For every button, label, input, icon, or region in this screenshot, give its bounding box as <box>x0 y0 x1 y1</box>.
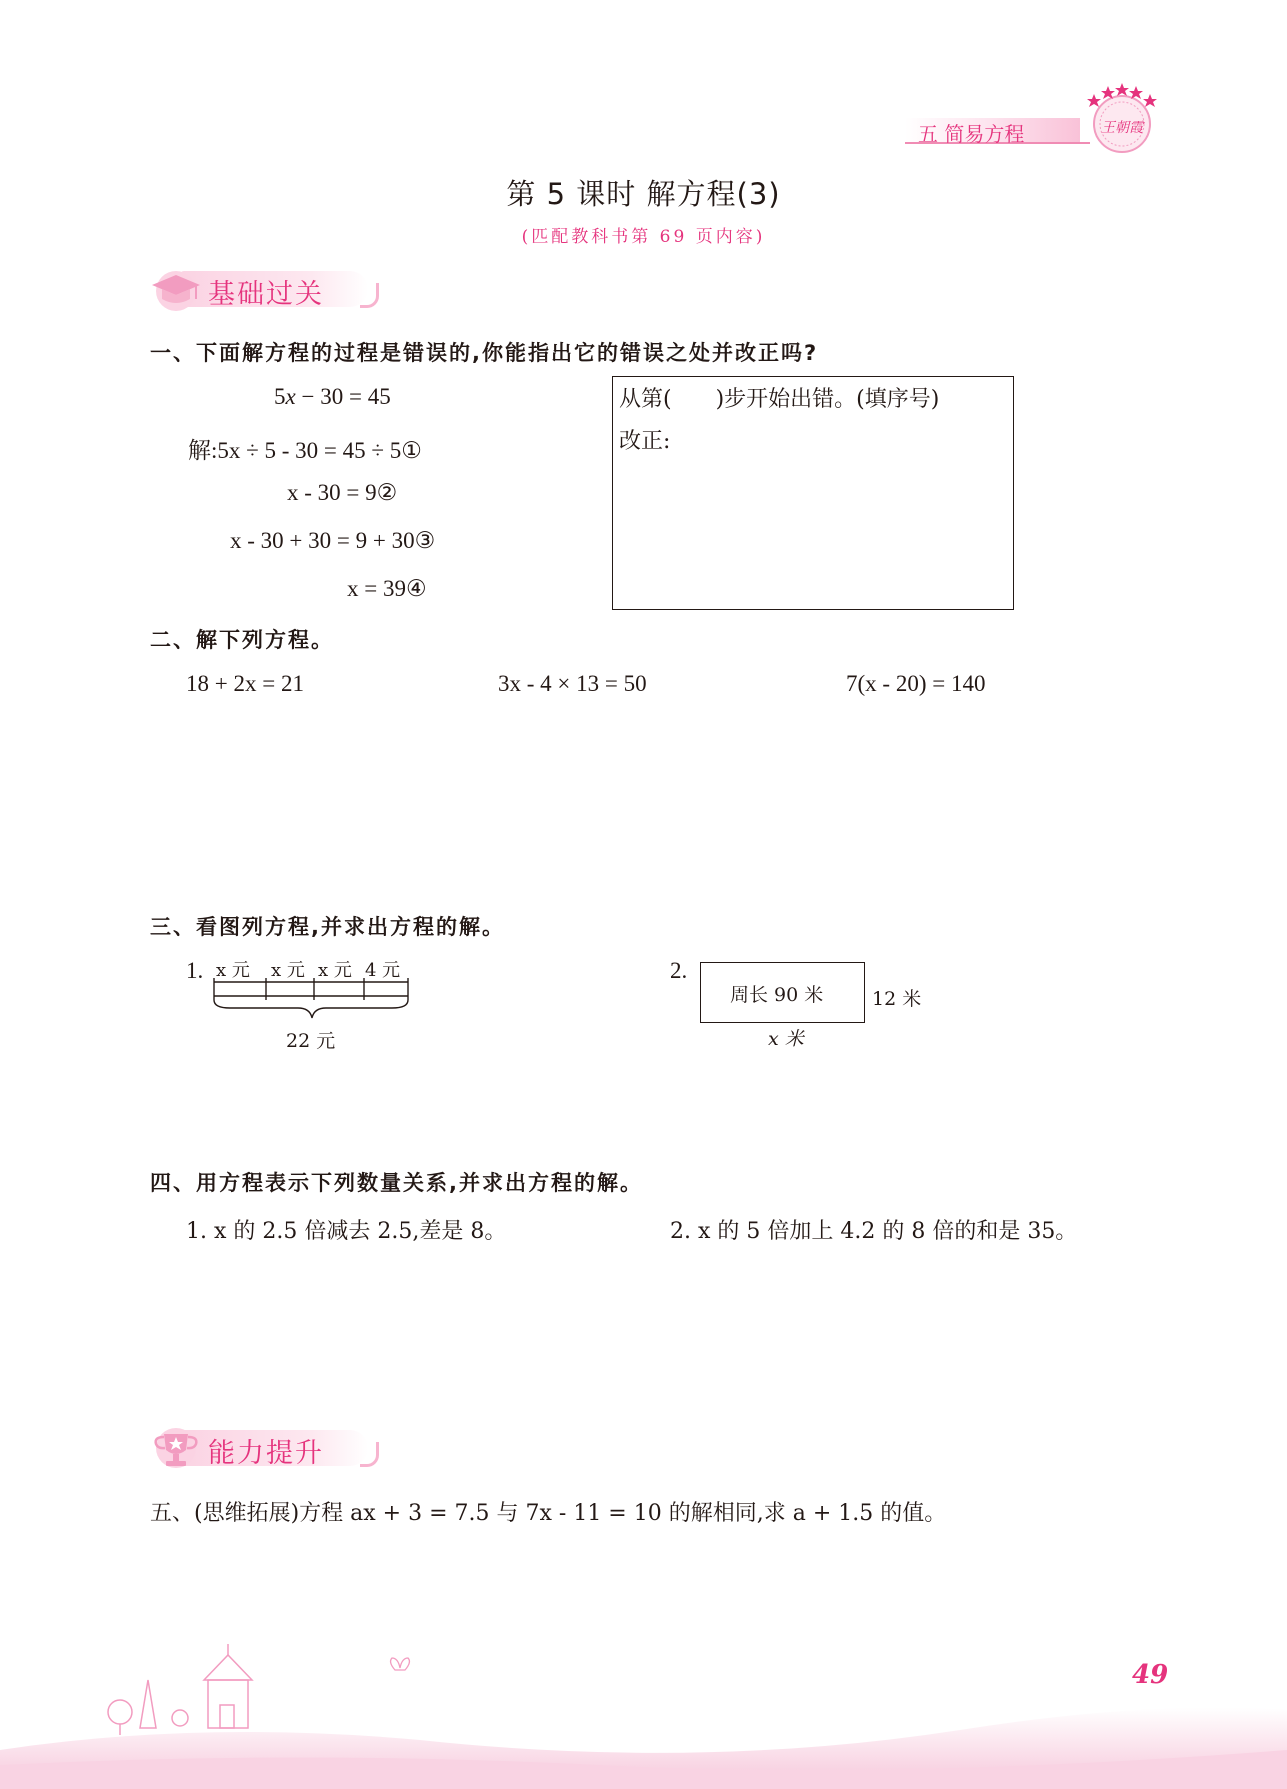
q1-step-1: 解:5x ÷ 5 - 30 = 45 ÷ 5① <box>188 438 422 463</box>
q2-prompt: 二、解下列方程。 <box>150 628 334 652</box>
chapter-label: 五 简易方程 <box>918 122 1025 146</box>
page-number: 49 <box>1132 1660 1169 1690</box>
q3-fig2-number: 2. <box>670 958 688 983</box>
section-title-basic: 基础过关 <box>208 279 324 310</box>
lesson-title: 第 5 课时 解方程(3) <box>506 177 781 211</box>
q1-equation: 5x − 30 = 45 <box>274 384 391 409</box>
logo-text: 王朝霞 <box>1101 120 1143 136</box>
castle-icon <box>204 1644 252 1728</box>
q3-fig1-label-4: 4 元 <box>365 960 401 981</box>
q1-prompt: 一、下面解方程的过程是错误的,你能指出它的错误之处并改正吗? <box>150 341 819 365</box>
q2-equation-3: 7(x - 20) = 140 <box>846 671 986 696</box>
q3-fig1-label-1: x 元 <box>216 960 250 981</box>
q3-segment-diagram <box>210 978 410 1026</box>
q2-equation-2: 3x - 4 × 13 = 50 <box>498 671 647 696</box>
q1-box-line1 <box>619 382 939 413</box>
q3-rect-side: 12 米 <box>872 988 922 1010</box>
q2-equation-1: 18 + 2x = 21 <box>186 671 304 696</box>
butterfly-icon <box>391 1658 410 1670</box>
graduation-cap-icon <box>146 265 206 313</box>
brand-logo-icon <box>1082 80 1162 156</box>
footer-decoration <box>0 1600 1287 1789</box>
q3-fig1-number: 1. <box>186 958 204 983</box>
q3-rect-bottom: x 米 <box>768 1028 804 1050</box>
q4-item-1: 1. x 的 2.5 倍减去 2.5,差是 8。 <box>186 1219 507 1244</box>
q1-box-line2: 改正: <box>619 429 671 454</box>
section-banner-basic <box>146 265 376 313</box>
q3-fig1-label-3: x 元 <box>318 960 352 981</box>
q3-fig1-label-2: x 元 <box>271 960 305 981</box>
q3-rect-perimeter: 周长 90 米 <box>730 984 824 1006</box>
q5-prompt: 五、(思维拓展)方程 ax + 3 = 7.5 与 7x - 11 = 10 的解相同,求 a + 1.5 的值。 <box>150 1501 947 1526</box>
q3-fig1-total: 22 元 <box>286 1030 336 1052</box>
lesson-subtitle: (匹配教科书第 69 页内容) <box>521 227 766 247</box>
q1-step-4: x = 39④ <box>347 576 427 601</box>
q4-item-2: 2. x 的 5 倍加上 4.2 的 8 倍的和是 35。 <box>670 1219 1078 1244</box>
q1-box-line1-b: )步开始出错。(填序号) <box>715 387 940 412</box>
trophy-icon <box>146 1424 206 1472</box>
q4-prompt: 四、用方程表示下列数量关系,并求出方程的解。 <box>150 1171 643 1195</box>
q1-step-2: x - 30 = 9② <box>287 480 398 505</box>
section-title-advanced: 能力提升 <box>208 1438 324 1469</box>
tree-icon <box>108 1680 188 1735</box>
q3-prompt: 三、看图列方程,并求出方程的解。 <box>150 915 505 939</box>
q1-step-3: x - 30 + 30 = 9 + 30③ <box>230 528 436 553</box>
section-banner-advanced <box>146 1424 376 1472</box>
q1-box-line1-a: 从第( <box>619 387 672 412</box>
q3-total-brace <box>214 1000 408 1018</box>
